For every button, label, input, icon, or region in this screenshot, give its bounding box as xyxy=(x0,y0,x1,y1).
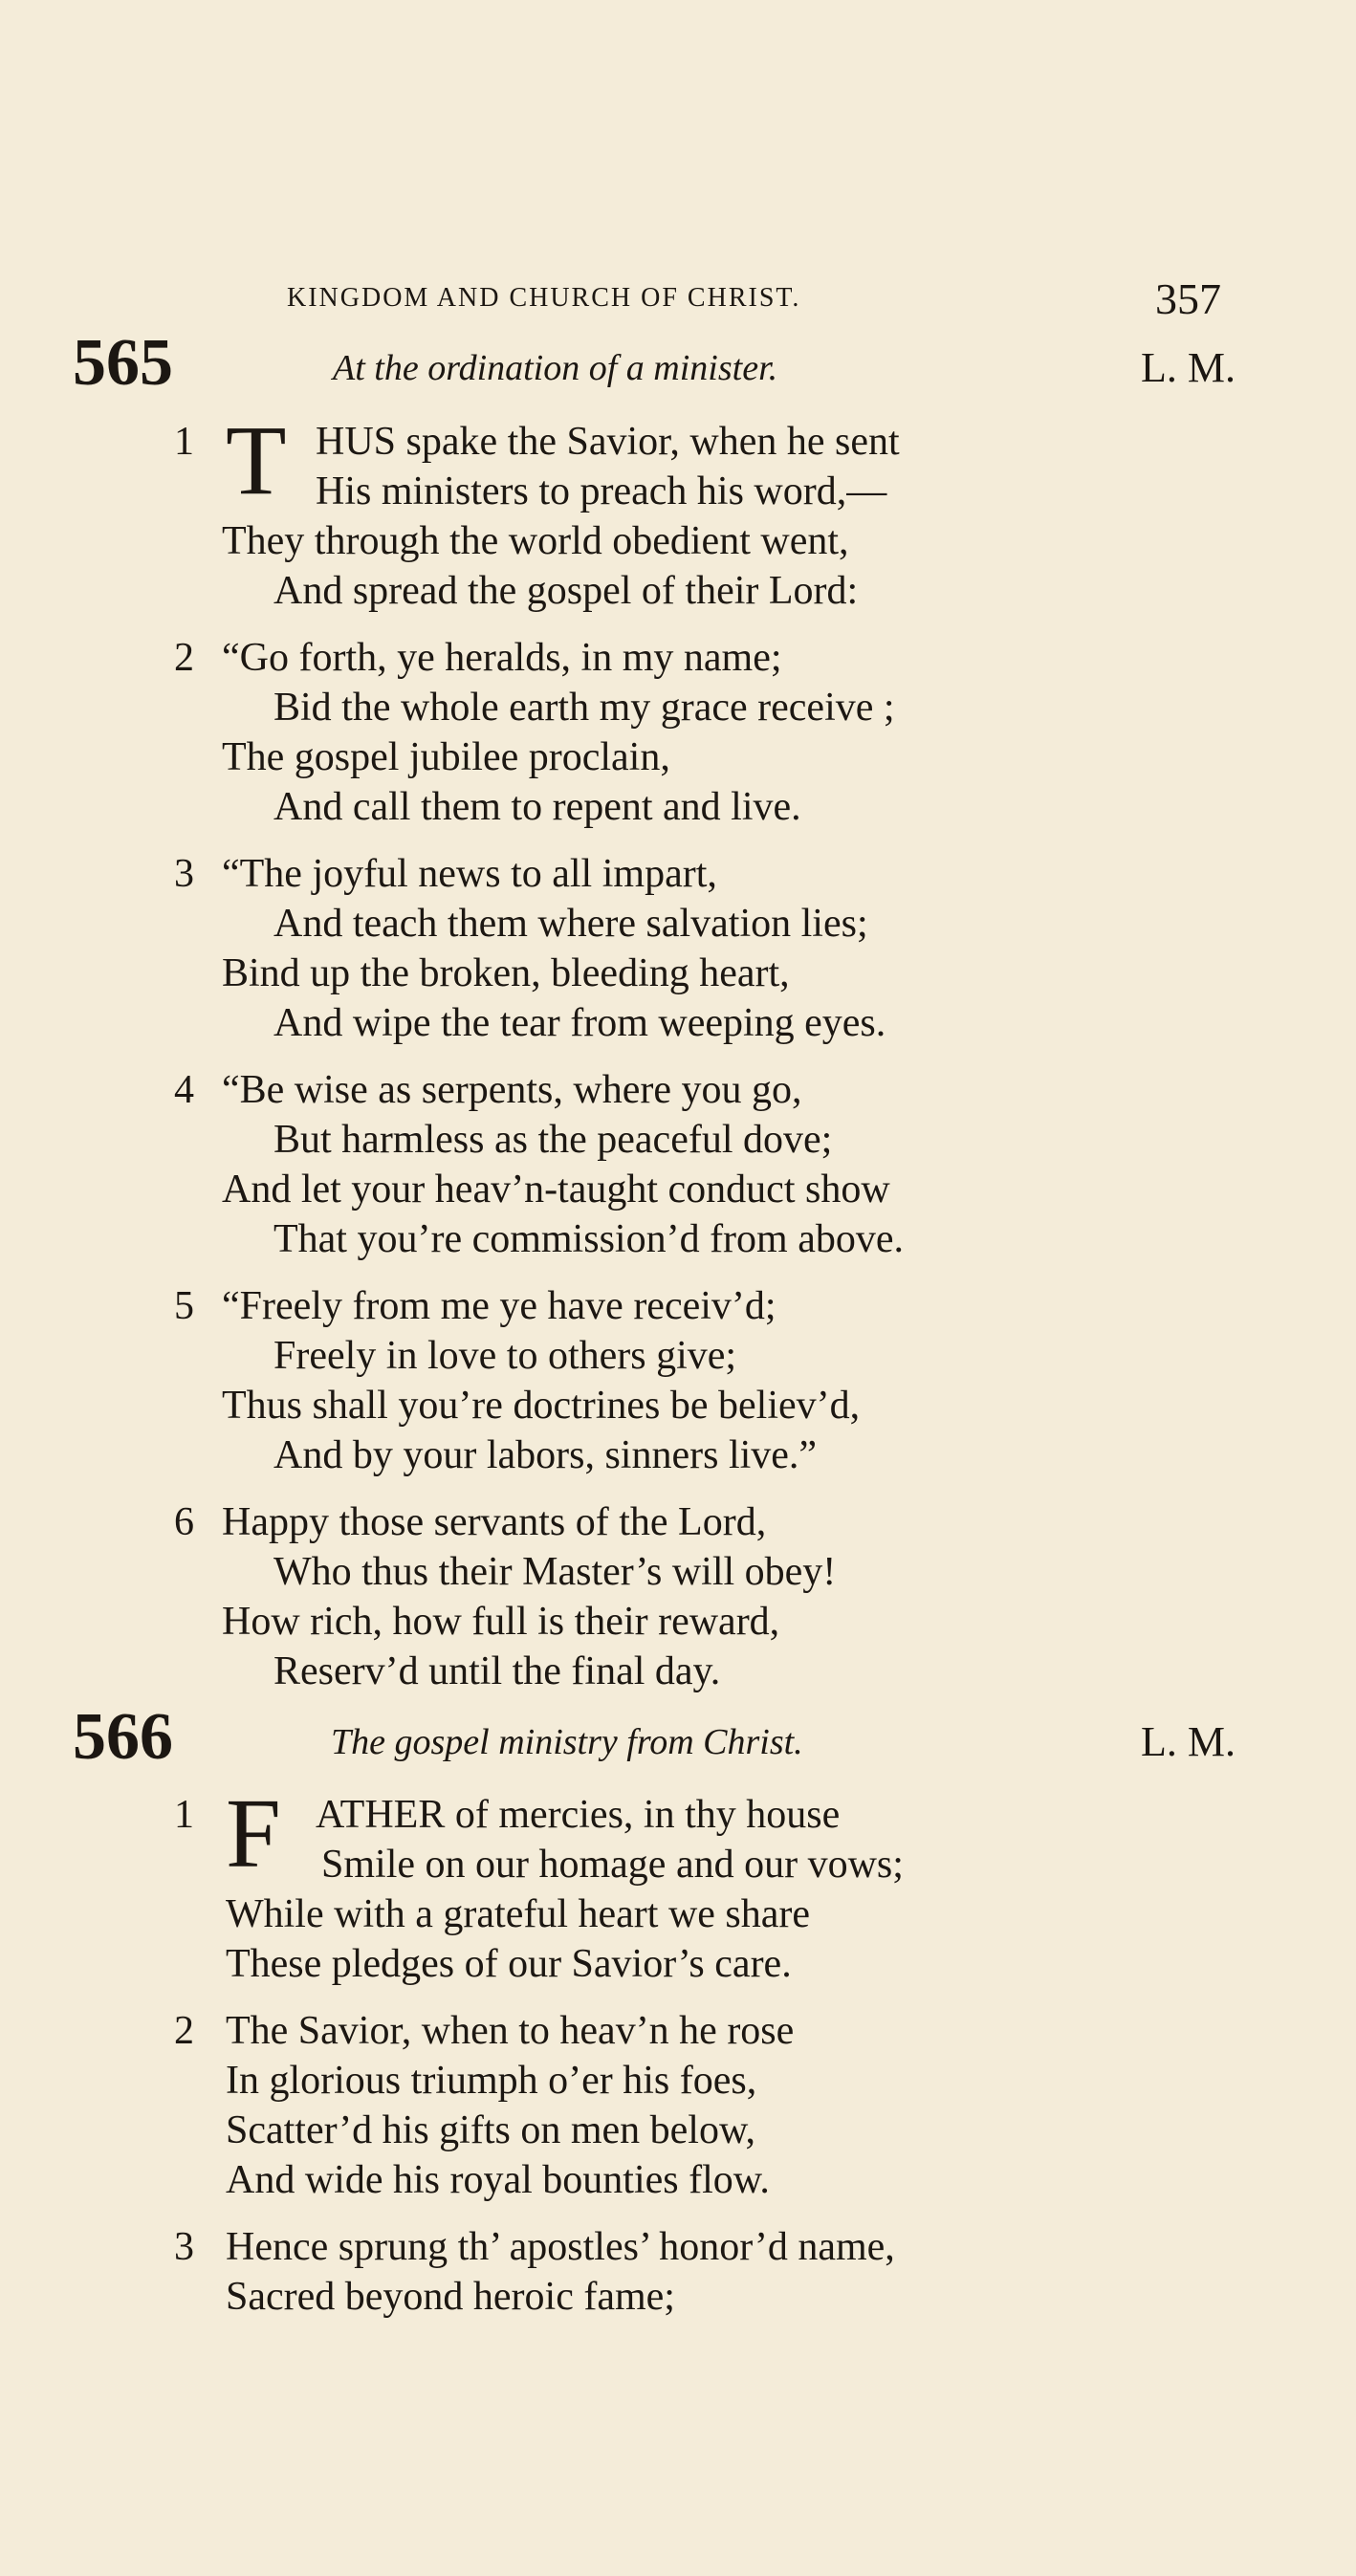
verse-line: They through the world obedient went, xyxy=(222,519,849,563)
verse-line: His ministers to preach his word,— xyxy=(316,469,887,513)
verse-line: The Savior, when to heav’n he rose xyxy=(226,2009,795,2053)
verse-line: Sacred beyond heroic fame; xyxy=(226,2275,675,2319)
drop-cap: T xyxy=(226,405,287,515)
verse-line: And teach them where salvation lies; xyxy=(273,902,868,946)
running-head xyxy=(0,273,1356,321)
verse-line: The gospel jubilee proclain, xyxy=(222,735,670,779)
hymn-meter: L. M. xyxy=(1141,1718,1236,1765)
verse-line: “Be wise as serpents, where you go, xyxy=(222,1068,802,1112)
hymn-number: 566 xyxy=(73,1700,173,1774)
verse-line: While with a grateful heart we share xyxy=(226,1892,811,1936)
verse-line: Who thus their Master’s will obey! xyxy=(273,1550,837,1594)
verse-line: Hence sprung th’ apostles’ honor’d name, xyxy=(226,2225,895,2269)
verse-number: 4 xyxy=(174,1068,194,1112)
verse-line: Thus shall you’re doctrines be believ’d, xyxy=(222,1384,861,1428)
verse-line: And wipe the tear from weeping eyes. xyxy=(273,1001,886,1045)
verse-line: Bind up the broken, bleeding heart, xyxy=(222,951,790,995)
verse-number: 2 xyxy=(174,636,194,680)
hymn-number: 565 xyxy=(73,326,173,400)
verse-line: And by your labors, sinners live.” xyxy=(273,1433,818,1477)
page-number: 357 xyxy=(1155,274,1221,323)
verse-number: 2 xyxy=(174,2009,194,2053)
verse-line: HUS spake the Savior, when he sent xyxy=(316,420,900,464)
verse-line: And call them to repent and live. xyxy=(273,785,801,829)
hymn-header xyxy=(73,1700,1316,1774)
verse-number: 3 xyxy=(174,2225,194,2269)
drop-cap: F xyxy=(226,1779,281,1888)
hymn-header xyxy=(73,326,1316,400)
verse-line: Scatter’d his gifts on men below, xyxy=(226,2108,756,2152)
verse-number: 6 xyxy=(174,1500,194,1544)
hymn-subtitle: At the ordination of a minister. xyxy=(333,348,778,388)
verse-number: 3 xyxy=(174,852,194,896)
verse-line: ATHER of mercies, in thy house xyxy=(316,1793,841,1837)
verse-line: These pledges of our Savior’s care. xyxy=(226,1942,792,1986)
verse-line: Reserv’d until the final day. xyxy=(273,1649,721,1693)
verse-line: And let your heav’n-taught conduct show xyxy=(222,1168,890,1212)
verse-line: And spread the gospel of their Lord: xyxy=(273,569,859,613)
verse-number: 1 xyxy=(174,1793,194,1837)
verse-line: But harmless as the peaceful dove; xyxy=(273,1118,833,1162)
verse-number: 1 xyxy=(174,420,194,464)
hymn-meter: L. M. xyxy=(1141,344,1236,391)
verse-line: “The joyful news to all impart, xyxy=(222,852,717,896)
verse-line: In glorious triumph o’er his foes, xyxy=(226,2059,757,2103)
verse-line: “Go forth, ye heralds, in my name; xyxy=(222,636,782,680)
verse-line: Bid the whole earth my grace receive ; xyxy=(273,686,895,730)
verse-line: How rich, how full is their reward, xyxy=(222,1600,780,1644)
verse-line: Happy those servants of the Lord, xyxy=(222,1500,767,1544)
verse-line: Freely in love to others give; xyxy=(273,1334,737,1378)
verse-line: “Freely from me ye have receiv’d; xyxy=(222,1284,776,1328)
verse-line: And wide his royal bounties flow. xyxy=(226,2158,770,2202)
verse-number: 5 xyxy=(174,1284,194,1328)
hymn-subtitle: The gospel ministry from Christ. xyxy=(331,1722,803,1762)
verse-line: Smile on our homage and our vows; xyxy=(321,1843,904,1887)
verse-line: That you’re commission’d from above. xyxy=(273,1217,904,1261)
running-head-title: KINGDOM AND CHURCH OF CHRIST. xyxy=(287,283,801,313)
